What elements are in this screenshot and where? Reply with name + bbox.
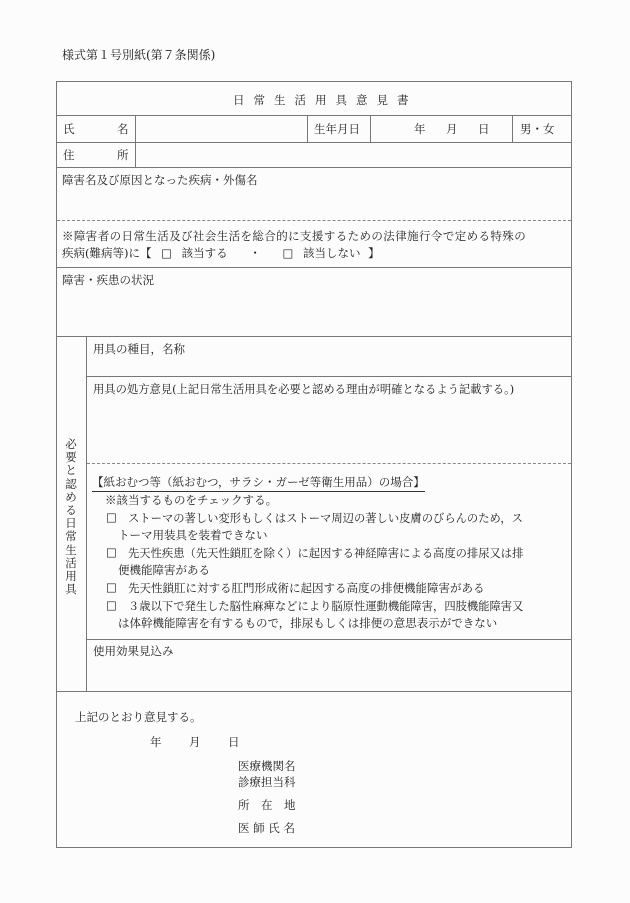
check-item-1-line1: ストーマの著しい変形もしくはストーマ周辺の著しい皮膚のびらんのため，ス bbox=[128, 512, 523, 525]
disease-name-label: 障害名及び原因となった疾病・外傷名 bbox=[62, 173, 258, 187]
not-applicable-label: 該当しない bbox=[303, 246, 361, 260]
check-item-2-line2: 便機能障害がある bbox=[118, 563, 210, 577]
date-day-label: 日 bbox=[228, 735, 240, 749]
check-item-4-line2: は体幹機能障害を有するもので，排尿もしくは排便の意思表示ができない bbox=[118, 616, 498, 630]
divider bbox=[512, 115, 513, 142]
department-label: 診療担当科 bbox=[238, 775, 296, 789]
check-item-4-checkbox[interactable]: □ bbox=[106, 598, 117, 612]
divider bbox=[56, 167, 572, 168]
location-label: 所 在 地 bbox=[238, 798, 296, 812]
dashed-divider bbox=[87, 463, 571, 464]
divider bbox=[135, 115, 136, 167]
special-disease-prefix: 疾病(難病等)に【 bbox=[62, 246, 152, 260]
diaper-heading: 【紙おむつ等（紙おむつ，サラシ・ガーゼ等衛生用品）の場合】 bbox=[92, 474, 425, 492]
address-label-1: 住 bbox=[63, 148, 75, 162]
dashed-divider bbox=[57, 220, 571, 221]
special-disease-suffix: 】 bbox=[368, 246, 380, 260]
name-label-1: 氏 bbox=[63, 122, 75, 136]
divider bbox=[56, 691, 572, 692]
form-frame bbox=[56, 81, 572, 848]
not-applicable-checkbox[interactable]: □ bbox=[282, 246, 294, 260]
check-item-2-line1: 先天性疾患（先天性鎖肛を除く）に起因する神経障害による高度の排尿又は排 bbox=[128, 547, 524, 560]
date-year-label: 年 bbox=[150, 735, 162, 749]
divider bbox=[307, 115, 308, 142]
check-item-2-checkbox[interactable]: □ bbox=[106, 545, 117, 559]
divider bbox=[86, 639, 572, 640]
birthdate-label: 生年月日 bbox=[314, 122, 360, 136]
check-item-4-line1: ３歳以下で発生した脳性麻痺などにより脳原性運動機能障害，四肢機能障害又 bbox=[128, 600, 524, 613]
effect-label: 使用効果見込み bbox=[93, 644, 174, 658]
address-input[interactable] bbox=[140, 145, 572, 167]
applicable-label: 該当する bbox=[181, 246, 228, 260]
statement: 上記のとおり意見する。 bbox=[75, 710, 202, 724]
check-item-3-line1: 先天性鎖肛に対する肛門形成術に起因する高度の排便機能障害がある bbox=[128, 581, 485, 595]
divider bbox=[56, 142, 572, 143]
divider bbox=[86, 376, 572, 377]
check-item-1-line2: トーマ用装具を装着できない bbox=[118, 528, 268, 542]
special-disease-question bbox=[62, 245, 380, 261]
divider bbox=[370, 115, 371, 142]
name-label-2: 名 bbox=[117, 122, 129, 136]
doctor-name-label: 医 師 氏 名 bbox=[238, 821, 295, 835]
divider bbox=[56, 336, 572, 337]
form-number: 様式第１号別紙(第７条関係) bbox=[62, 48, 216, 62]
form-title: 日常生活用具意見書 bbox=[233, 93, 418, 107]
option-separator: ・ bbox=[249, 246, 261, 260]
name-input[interactable] bbox=[140, 118, 306, 140]
birthdate-month-label: 月 bbox=[446, 122, 458, 136]
date-month-label: 月 bbox=[189, 735, 201, 749]
institution-label: 医療機関名 bbox=[238, 759, 296, 773]
birthdate-day-label: 日 bbox=[478, 122, 490, 136]
special-disease-text: ※障害者の日常生活及び社会生活を総合的に支援するための法律施行令で定める特殊の bbox=[62, 229, 527, 243]
applicable-checkbox[interactable]: □ bbox=[161, 246, 173, 260]
prescription-label: 用具の処方意見(上記日常生活用具を必要と認める理由が明確となるよう記載する。) bbox=[93, 383, 515, 396]
address-label-2: 所 bbox=[117, 148, 129, 162]
check-item-3-checkbox[interactable]: □ bbox=[106, 580, 117, 594]
check-item-1-checkbox[interactable]: □ bbox=[106, 510, 117, 524]
divider bbox=[56, 267, 572, 268]
equipment-side-label: 必要と認める日常生活用具 bbox=[65, 437, 77, 597]
divider bbox=[86, 336, 87, 691]
divider bbox=[56, 115, 572, 116]
type-name-label: 用具の種目，名称 bbox=[93, 342, 185, 356]
condition-label: 障害・疾患の状況 bbox=[62, 273, 154, 287]
check-instruction: ※該当するものをチェックする。 bbox=[105, 493, 278, 507]
birthdate-year-label: 年 bbox=[414, 122, 426, 136]
sex-selector[interactable]: 男・女 bbox=[520, 122, 555, 136]
